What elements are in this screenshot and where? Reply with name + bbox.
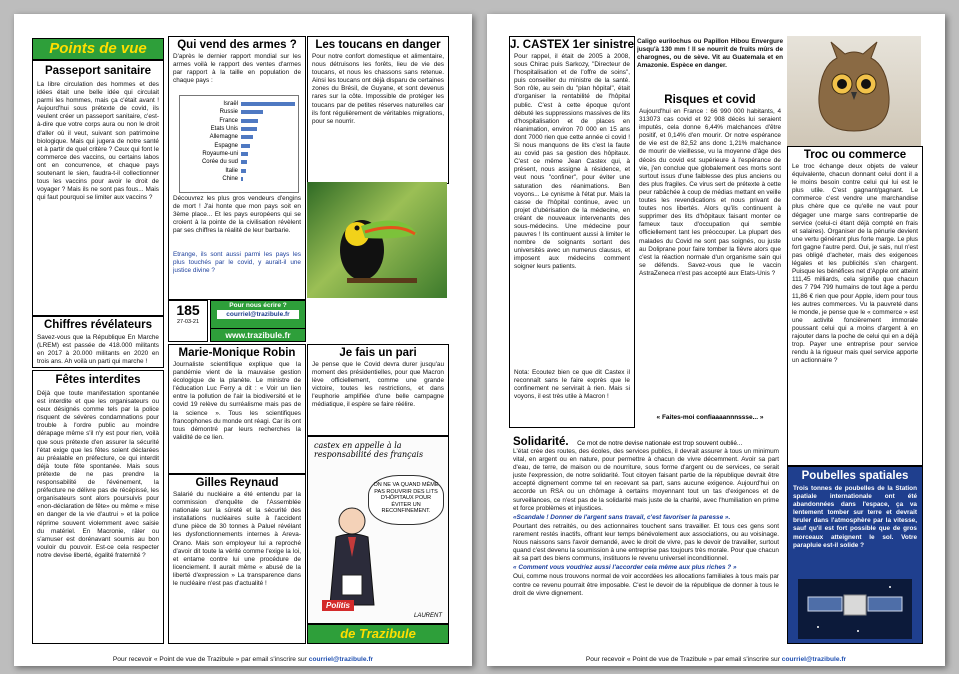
risques-closing: « Faites-moi confiaaaannnssse... » [656,414,764,421]
cartoon-signature: LAURENT [413,613,442,619]
fetes-text: Déjà que toute manifestation spontanée est interdite et que les organisateurs ou ceux désignés comme tels par la police risquent de sévères condamnations pour trouble à l'ordre public au moindre dérapage même s'il n'y est pour rien, voilà que sous prétexte d'en assurer la sécurité l'état exige que les fêtes soient déclarées au préalable en préfecture, ce qui interdit déjà toute fête spontanée. Mais sous prétexte de ne pas prendre la responsabilité de l'événement, la préfecture ne délivre pas de récépissé, les organisateurs sont alors poursuivis pour «non-déclaration de fête» ou même « mise en danger de la vie d'autrui » et la police réprime souvent violemment avec saisie du matériel. En Macronie, râler ou s'amuser est dorénavant soumis au bon vouloir du pouvoir. Est-ce cela respecter notre devise liberté, égalité fraternité ? [37,390,159,559]
toucan-illustration [307,182,447,298]
footer-text: Pour recevoir « Point de vue de Trazibule » par email s'inscrire sur [585,656,780,663]
armes-intro: D'après le dernier rapport mondial sur les armes voilà le rapport des ventes d'armes par rapport à la taille en population de chaque pays : [173,53,301,85]
chart-bar [241,152,248,156]
contact-email[interactable]: courriel@trazibule.fr [217,310,299,319]
chart-bar [241,127,257,131]
chiffres-text: Savez-vous que la République En Marche (LREM) est passée de 418.000 militants en 2017 à 20.000 militants en 2020 en trois ans. Ah voilà un parti qui marche ! [37,334,159,366]
politis-tag: Politis [322,600,354,611]
fetes-title: Fêtes interdites [55,374,141,386]
toucans-title: Les toucans en danger [315,39,441,51]
castex-article [509,36,635,428]
reynaud-text: Salarié du nucléaire a été entendu par la commission d'enquête de l'Assemblée nationale sur la sûreté et la sécurité des installations nucléaires suite à l'accident d'une pièce de 30 tonnes à Paluel révélant les dysfonctionnements internes à Areva-Orano. Mais son employeur lui a reproché d'avoir dit toute la vérité comme l'exige la loi, et entame contre lui une procédure de licenciement. Il aurait même « abusé de la liberté d'expression » La transparence dans le nucléaire n'est pas d'actualité ! [173,491,301,588]
poubelles-title: Poubelles spatiales [801,470,909,482]
castex-text: Pour rappel, il était de 2005 à 2008, sous Chirac puis Sarkozy, "Directeur de l'hospitalisation et de l'offre de soins", puis conseiller du ministre de la santé. Son rôle, au sein du "plan hôpital", était d'organiser la rentabilité de l'hôpital public. C'est à cette époque qu'ont débuté les suppressions massives de lits d'hospitalisation et de places en réanimation, environ 70 000 en 15 ans dont 7000 rien que cette année ci covid ! Si nous manquons de lits c'est la faute au covid pas sa gestion des hôpitaux. C'est ce même Jean Castex qui, à présent, nous assigne à résidence, et veut nous "confiner", pour éviter une saturation des réanimations. Ben voyons... Le cynisme à l'état pur. Mais la casse de l'hôpital continue, avec un projet d'ubérisation de la médecine, en créant de nouveaux intervenants des sous-médecins. Une médecine pour pauvres ! Ils continuent aussi à limiter le nombre de soignants sortant des universités avec un numerus clausus, et imposent aux médecins comment soigner leurs patients. [514,53,630,271]
chart-category-label: Corée du sud [201,159,238,166]
chart-category-label: Israël [223,101,238,108]
solidarite-text2: Pourtant des retraités, ou des actionnaires touchent sans travailler. Et tous ces gens sont rarement restés inactifs, offrant leur temps bénévolement aux associations, ou au voisinage. Nous naissons sans l'avoir demandé, avec le droit de vivre, pas le devoir de travailler, surtout quand c'est devenu la soumission à une entreprise pas toujours très morale. Pour que chacun ait sa part des biens communs, instituons le revenu universel inconditionnel. [513,522,779,563]
chart-bar-row [180,141,298,149]
page-right [487,14,945,666]
page-left [14,14,472,666]
chart-bar-row [180,150,298,158]
solidarite-lead: Ce mot de notre devise nationale est trop souvent oublié... [577,440,743,447]
solidarite-text3: Oui, comme nous trouvons normal de voir accordées les allocations familiales à tous mais par contre ce revenu pourrait être imposable. C'est le devoir de la république de donner à tous le droit de vivre dignement. [513,573,779,597]
chart-category-label: France [219,117,238,124]
cartoon-caption: castex en appelle à la responsabilité des français [314,441,424,459]
chart-category-label: Etats Unis [210,126,238,133]
toucans-text: Pour notre confort domestique et alimentaire, nous détruisons les forêts, lieu de vie des toucans, et nous les chassons sans retenue. Ainsi les toucans ont déjà disparu de certaines zones du Brésil, de Guyane, et sont devenus rares sur la côte. Impossible de protéger les toucans par de petites réserves naturelles car ils font régulièrement de véritables migrations, pour se nourrir. [312,53,444,125]
castex-cartoon [307,436,449,624]
chart-bar-row [180,158,298,166]
castex-drawing [318,497,388,607]
robin-article [168,344,306,474]
reynaud-title: Gilles Reynaud [195,477,279,489]
castex-note: Nota: Ecoutez bien ce que dit Castex il reconnaît sans le faire exprès que le confinement ne servirait à rien. Mais si voyons, il est très utile à Macron ! [514,369,630,401]
chiffres-article [32,316,164,368]
solidarite-quote1: «Scandale ! Donner de l'argent sans travail, c'est favoriser la paresse ». [513,513,731,521]
footer-left [14,656,472,663]
arms-sales-chart [179,95,299,193]
chart-category-label: Espagne [214,142,238,149]
chart-bar-row [180,117,298,125]
owl-text: Caligo eurilochus ou Papillon Hibou Envergure jusqu'à 130 mm ! Il se nourrit de fruits mûrs de charognes, ou de sève. Vit au Guatemala et en Amazonie. Espèce en danger. [637,38,783,70]
chart-bar [241,135,253,139]
bottom-banner: de Trazibule [307,624,449,644]
footer-email-link[interactable]: courriel@trazibule.fr [308,656,374,663]
armes-outro: Découvrez les plus gros vendeurs d'engins de mort ! J'ai honte que mon pays soit en 3ème place... Et les pays européens qui se croient à la pointe de la civilisation révèlent par ses chiffres la réalité de leur barbarie. [173,195,301,235]
pari-text: Je pense que le Covid devra durer jusqu'au moment des présidentielles, pour que Macron lève officiellement, comme une grande victoire, toutes les restrictions, et dans l'euphorie amplifiée d'une belle campagne médiatique, il espère se faire réélire. [312,361,444,409]
footer-text: Pour recevoir « Point de vue de Trazibule » par email s'inscrire sur [112,656,307,663]
pari-title: Je fais un pari [339,347,417,359]
chart-category-label: Russie [219,109,238,116]
site-link[interactable]: www.trazibule.fr [210,328,306,342]
chart-bar [241,110,263,114]
risques-title: Risques et covid [664,94,756,106]
chart-bar [241,102,295,106]
passeport-title: Passeport sanitaire [44,65,152,77]
issue-number: 185 [176,302,200,318]
footer-right [487,656,945,663]
toucan-photo [307,182,447,298]
pari-article [307,344,449,436]
solidarite-article [509,430,783,642]
solidarite-quote2: « Comment vous voudriez aussi l'accorder cela même aux plus riches ? » [513,564,737,572]
satellite-illustration [798,579,912,639]
troc-article [787,146,923,466]
chart-bar-row [180,133,298,141]
issue-date: 27-03-21 [176,319,200,325]
solidarite-body [513,448,779,640]
title-banner: Points de vue [32,38,164,60]
poubelles-text: Trois tonnes de poubelles de la Station spatiale internationale ont été abandonnées dans l'espace, ça va lentement tomber sur terre et devrait bruler dans l'atmosphère par la vitesse, sauf qu'il est fort possible que de gros morceaux atteignent le sol. Votre parapluie est-il solide ? [793,485,917,549]
solidarite-title: Solidarité. [513,436,569,448]
chart-category-label: Royaume-uni [202,150,238,157]
troc-text: Le troc échange deux objets de valeur équivalente, chacun donnant celui dont il a le moins besoin contre celui qui lui est le plus utile. C'est gagnant/gagnant. Le commerce c'est vendre une marchandise plus chère que ce qu'elle ne vaut pour dégager une marge sans contrepartie de service (celui-ci étant déjà compté en frais et salaires). Organiser de la pénurie devient une vertu générant plus forte marge. Le plus fort gagne l'autre perd. Oui, je sais, nul n'est pas obligé d'acheter, mais des exigences légales et les publicités s'en chargent. Puisque les bénéfices net d'Apple ont atteint 111,45 milliards, cela signifie que chacun des 7 794 799 humains de tout âge a perdu 11,86 € rien que pour Apple, idem pour tous les autres commerces. Vu la pauvreté dans le monde, je pense que le « commerce » est une activité foncièrement immorale poussant celui qui a moins d'argent à en rajouter dans la poche de celui qui en a déjà trop. Payer une entreprise pour service rendu à la rigueur mais quel service apporte un actionnaire ? [792,163,918,365]
footer-email-link[interactable]: courriel@trazibule.fr [781,656,847,663]
chart-bar-row [180,166,298,174]
chart-category-label: Chine [222,175,238,182]
chiffres-title: Chiffres révélateurs [43,319,153,331]
chart-bar [241,177,243,181]
solidarite-text: L'état crée des routes, des écoles, des services publics, il devrait assurer à tous un minimum vital, en argent ou en nature, pour permettre à chacun de vivre décemment. Avoir sa part d'eau, de terre, de maison ou de nourriture, sous forme d'argent ou de services, ce serait juste l'expression, de notre solidarité. Tout citoyen faisant partie de la république devrait être accepté dignement comme tel en recevant sa part, sans aucune exigence. Aujourd'hui on accorde un RSA ou un chômage à certains moyennant tout un tas d'exigences et de surveillances, ce n'est pas de la solidarité mais juste de la charité, avec l'humiliation en prime et force problèmes et injustices. [513,448,779,512]
chart-bar-row [180,100,298,108]
risques-article [637,92,783,426]
contact-box [210,300,306,329]
owl-illustration [787,36,921,146]
chart-bar [241,160,247,164]
write-label: Pour nous écrire ? [229,302,287,309]
toucans-article [307,36,449,184]
chart-bar [241,144,250,148]
fetes-article [32,370,164,644]
robin-title: Marie-Monique Robin [178,347,296,359]
castex-title: J. CASTEX 1er sinistre [510,39,634,51]
chart-bar [241,119,258,123]
risques-text: Aujourd'hui en France : 66 990 000 habitants, 4 313073 cas covid et 92 908 décès lui seraient imputés, cela donne 6,44% malchances d'être positif, et 0,14% d'en mourir. Or notre espérance de vie est de 82,52 ans donc 1,21% malchance de mourir de vieillesse, vu la moyenne d'âge des décès du covid est supérieure à l'espérance de vie, j'en conclue que globalement ces morts sont surtout issus d'une faiblesse des plus anciens ou des plus fragiles. Ce virus sert de prétexte à cette peur rabâchée à coup de médias mettant en veille toutes les revendications et nous privant de toutes nos libertés. Alors qu'ils continuent à supprimer des lits d'hôpitaux faisant monter ce fameux taux d'occupation qui semble officiellement tant les préoccuper. La plupart des malades du Covid ne sont pas soignés, ou juste au Doliprane pour faire tomber la fièvre alors que c'est la réaction normale d'un organisme sain qui se défends. Savez-vous que le vaccin AstraZeneca n'est pas accepté aux Etats-Unis ? [639,108,781,277]
chart-bar-row [180,175,298,183]
chart-category-label: Italie [225,167,238,174]
chart-bar-row [180,125,298,133]
robin-text: Journaliste scientifique explique que la pandémie vient de la mauvaise gestion écologique de la planète. Le ministre de l'éducation Luc Ferry a dit : « Voir un lien entre la pollution de l'air la biodiversité et le covid 19 relève du surréalisme mais pas de la science ». Tous les scientifiques francophones du monde ont réagi. Car ils ont tous démontré par leurs recherches la validité de ce lien. [173,361,301,441]
armes-article [168,36,306,300]
passeport-article [32,60,164,316]
owl-photo [787,36,921,146]
chart-bar [241,169,246,173]
armes-title: Qui vend des armes ? [177,39,297,51]
reynaud-article [168,474,306,644]
troc-title: Troc ou commerce [803,149,907,161]
passeport-text: La libre circulation des hommes et des idées était une belle idée qui circulait parmi les hommes, mais ça c'était avant ! Aujourd'hui sous prétexte de covid, ils veulent créer un passeport sanitaire, c'est-à-dire que votre corps aura ou non le droit d'aller où il veut, suivant son patrimoine biologique. Mais qui jugera de notre santé et à partir de quel critère ? Ceux qui font le commerce des vaccins, ou certains labos ont en concurrence, et chaque pays soutenant le sien, faudra-t-il collectionner tous les vaccins pour avoir le droit de voyager ? Mais ils ne sont pas fous... Mais qui faut pourquoi se limiter aux vaccins ? [37,81,159,202]
speech-bubble: ON NE VA QUAND MÊME PAS ROUVRIR DES LITS D'HÔPITAUX POUR ÉVITER UN RECONFINEMENT. [368,475,444,525]
chart-category-label: Allemagne [209,134,238,141]
issue-block [168,300,208,342]
poubelles-article [787,466,923,644]
chart-bar-row [180,108,298,116]
armes-outro-blue: Etrange, ils sont aussi parmi les pays les plus touchés par le covid, y aurait-il une justice divine ? [173,251,301,275]
